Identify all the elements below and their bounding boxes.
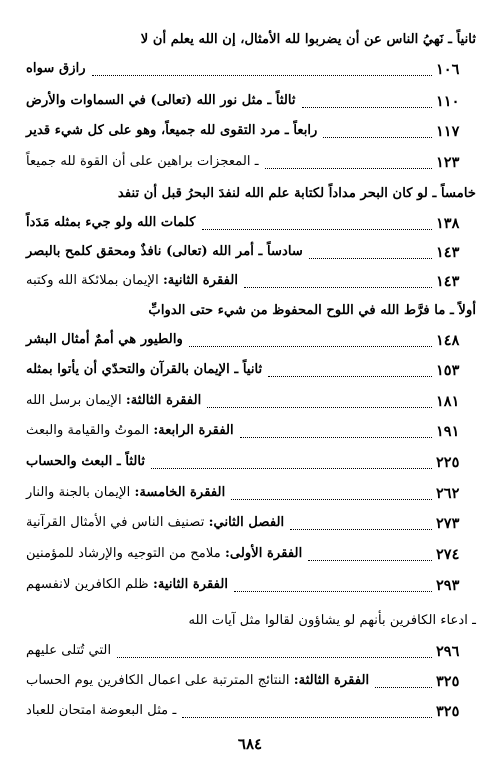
toc-entry-title: ثالثاً ـ مثل نور الله (تعالى) في السماوات والأرض [26,93,296,108]
toc-page-number: ٢٧٣ [436,514,460,532]
toc-section-title: الإيمان برسل الله [26,393,126,408]
toc-section-title: ملامح من التوجيه والإرشاد للمؤمنين [26,546,225,561]
toc-section-prefix: الفقرة الخامسة: [134,485,226,500]
toc-section-prefix: الفقرة الأولى: [225,546,303,561]
toc-entry-line: ثانياً ـ نَهيُ الناس عن أن يضربوا لله الأمثال، إن الله يعلم أن لا [140,32,476,47]
toc-section-title: الإيمان بملائكة الله وكتبه [26,273,163,288]
toc-entry[interactable] [26,118,476,144]
toc-page-number: ٢٩٦ [436,642,460,660]
toc-entry-title: رابعاً ـ مرد التقوى لله جميعاً، وهو على كل شيء قدير [26,123,318,138]
toc-section-prefix: الفقرة الثانية: [152,577,229,592]
dot-leader [244,275,432,288]
toc-page-number: ٢٩٣ [436,576,460,594]
dot-leader [207,395,432,408]
toc-entry-title [26,388,201,414]
toc-entry[interactable] [26,449,476,475]
toc-entry-title [26,541,302,567]
toc-entry[interactable] [26,210,476,236]
dot-leader [375,675,432,688]
toc-entry[interactable] [26,480,476,506]
toc-entry[interactable] [26,268,476,294]
dot-leader [151,456,432,469]
toc-section-prefix: الفقرة الثانية: [162,273,239,288]
toc-entry-title: سادساً ـ أمر الله (تعالى) نافذٌ ومحقق كلمح بالبصر [26,244,303,259]
toc-page-number: ١١٠ [436,92,460,110]
dot-leader [323,125,432,138]
toc-page-number: ١٨١ [436,392,460,410]
toc-entry[interactable] [26,149,476,175]
toc-section-title: تصنيف الناس في الأمثال القرآنية [26,515,209,530]
toc-entry-title: ثانياً ـ الإيمان بالقرآن والتحدّي أن يأتوا بمثله [26,362,263,377]
toc-entry-title [26,572,228,598]
toc-entry-line: ـ ادعاء الكافرين بأنهم لو يشاؤون لقالوا مثل آيات الله [188,613,476,628]
toc-entry-title [26,480,225,506]
toc-page-number: ١١٧ [436,122,460,140]
toc-section-prefix: الفقرة الثالثة: [293,673,370,688]
toc-entry-title [26,268,238,294]
toc-page-number: ٣٢٥ [436,672,460,690]
toc-entry[interactable] [26,327,476,353]
toc-page-number: ١٠٦ [436,60,460,78]
dot-leader [302,95,432,108]
dot-leader [202,217,432,230]
toc-page-number: ١٥٣ [436,361,460,379]
dot-leader [231,487,432,500]
toc-entry[interactable] [26,239,476,265]
toc-entry-title: والطيور هي أممٌ أمثال البشر [26,332,183,347]
toc-entry-title [26,668,369,694]
toc-section-title: النتائج المترتبة على اعمال الكافرين يوم الحساب [26,673,294,688]
toc-page-number: ١٣٨ [436,214,460,232]
toc-entry[interactable] [26,357,476,383]
toc-section-title: ظلم الكافرين لانفسهم [26,577,153,592]
toc-page-number: ٢٢٥ [436,453,460,471]
toc-entry[interactable] [26,388,476,414]
toc-entry[interactable] [26,88,476,114]
dot-leader [268,364,432,377]
toc-page-number: ١٢٣ [436,153,460,171]
toc-entry-title: كلمات الله ولو جيء بمثله مَدَداً [26,215,196,230]
toc-page-number: ٢٦٢ [436,484,460,502]
dot-leader [290,517,432,530]
dot-leader [265,156,432,169]
toc-entry[interactable] [26,698,476,724]
toc-page-number: ١٤٣ [436,272,460,290]
toc-section-title: الإيمان بالجنة والنار [26,485,135,500]
toc-entry[interactable] [26,510,476,536]
dot-leader [234,579,432,592]
toc-entry-title [26,510,284,536]
dot-leader [240,425,432,438]
dot-leader [182,705,432,718]
page-number: ٦٨٤ [237,735,263,753]
toc-entry-title: ثالثاً ـ البعث والحساب [26,454,146,469]
dot-leader [189,334,432,347]
toc-entry-title: رازق سواه [26,61,86,76]
toc-entry-line: أولاً ـ ما فرَّط الله في اللوح المحفوظ من شيء حتى الدوابِّ [148,303,476,318]
toc-section-prefix: الفقرة الرابعة: [153,423,234,438]
dot-leader [308,548,432,561]
toc-entry[interactable] [26,418,476,444]
toc-entry-title: التي تُتلى عليهم [26,643,112,658]
toc-page-number: ١٤٣ [436,243,460,261]
toc-page-number: ٢٧٤ [436,545,460,563]
toc-entry-title [26,418,234,444]
dot-leader [92,63,432,76]
toc-section-prefix: الفقرة الثالثة: [125,393,202,408]
toc-page-number: ٣٢٥ [436,702,460,720]
toc-entry-title: ـ المعجزات براهين على أن القوة لله جميعاً [26,154,259,169]
toc-section-prefix: الفصل الثاني: [208,515,285,530]
toc-entry[interactable] [26,668,476,694]
toc-section-title: الموتُ والقيامة والبعث [26,423,154,438]
toc-entry-title: ـ مثل البعوضة امتحان للعباد [26,703,177,718]
toc-entry[interactable] [26,572,476,598]
toc-entry[interactable] [26,638,476,664]
toc-entry-line: خامساً ـ لو كان البحر مداداً لكتابة علم الله لنفدَ البحرُ قبل أن تنفد [117,186,476,201]
toc-page-number: ١٤٨ [436,331,460,349]
toc-entry[interactable] [26,541,476,567]
toc-entry[interactable] [26,56,476,82]
toc-page-number: ١٩١ [436,422,460,440]
dot-leader [117,645,432,658]
dot-leader [309,246,432,259]
